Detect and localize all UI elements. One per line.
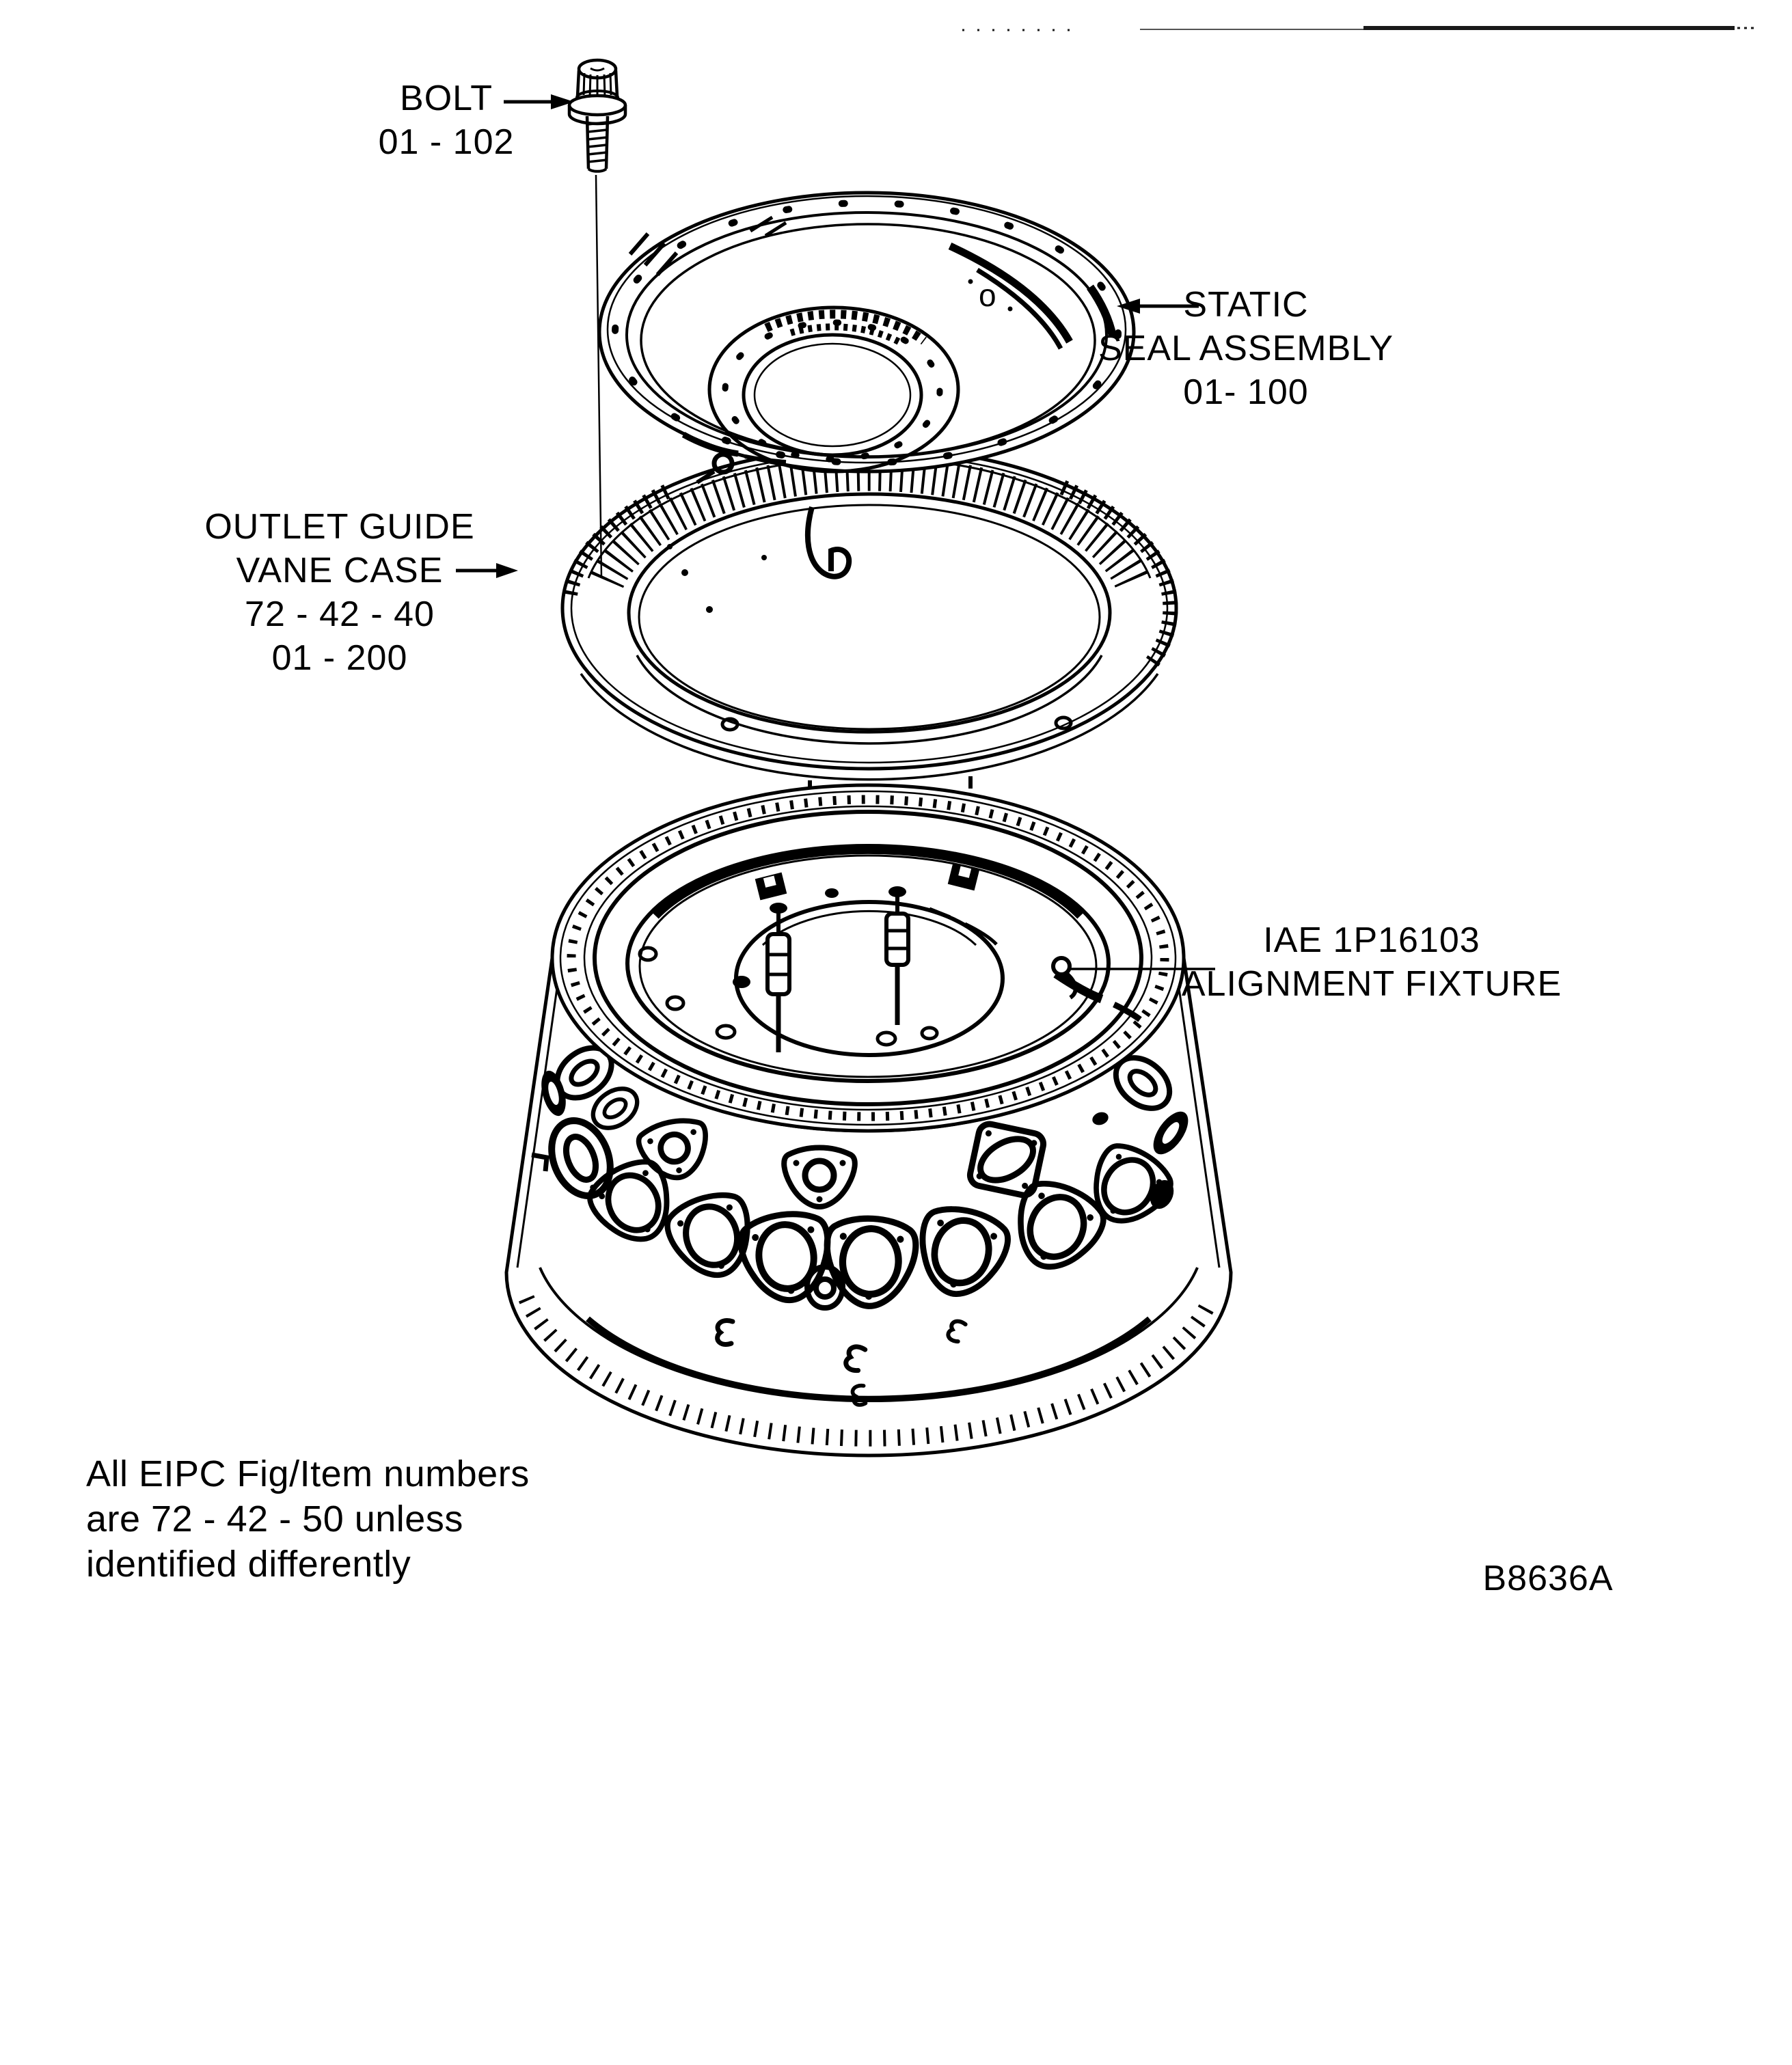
eipc-note-line: identified differently xyxy=(86,1544,411,1585)
vane-case-line: OUTLET GUIDE xyxy=(204,507,475,547)
vane-case-line: 01 - 200 xyxy=(271,638,408,678)
static-seal-callout-label xyxy=(1098,283,1394,414)
static-seal-assembly-drawing xyxy=(599,193,1134,471)
alignment-fixture-line: IAE 1P16103 xyxy=(1263,920,1480,960)
outlet-guide-vane-case-callout-label xyxy=(204,505,474,680)
eipc-note-line: are 72 - 42 - 50 unless xyxy=(86,1499,463,1540)
static-seal-line: STATIC xyxy=(1183,285,1309,325)
bolt-callout-line: BOLT xyxy=(400,79,493,118)
eipc-note xyxy=(86,1451,530,1587)
outlet-guide-vane-case-drawing xyxy=(562,448,1176,793)
vane-case-line: VANE CASE xyxy=(236,551,444,590)
alignment-fixture-callout-label xyxy=(1182,918,1562,1006)
vane-case-line: 72 - 42 - 40 xyxy=(245,594,435,634)
seal-surface-mark: o xyxy=(979,277,996,313)
bolt-callout-label xyxy=(379,77,515,164)
compressor-case-drawing xyxy=(506,785,1231,1455)
static-seal-line: SEAL ASSEMBLY xyxy=(1098,329,1394,368)
bolt-arrow xyxy=(504,94,574,109)
alignment-fixture-line: ALIGNMENT FIXTURE xyxy=(1181,964,1562,1004)
bolt-leader-line xyxy=(596,175,601,578)
static-seal-line: 01- 100 xyxy=(1183,372,1309,412)
bolt-callout-line: 01 - 102 xyxy=(378,122,515,162)
eipc-note-line: All EIPC Fig/Item numbers xyxy=(86,1453,530,1494)
scan-artifact-lines xyxy=(962,28,1754,30)
figure-code: B8636A xyxy=(1482,1559,1614,1598)
